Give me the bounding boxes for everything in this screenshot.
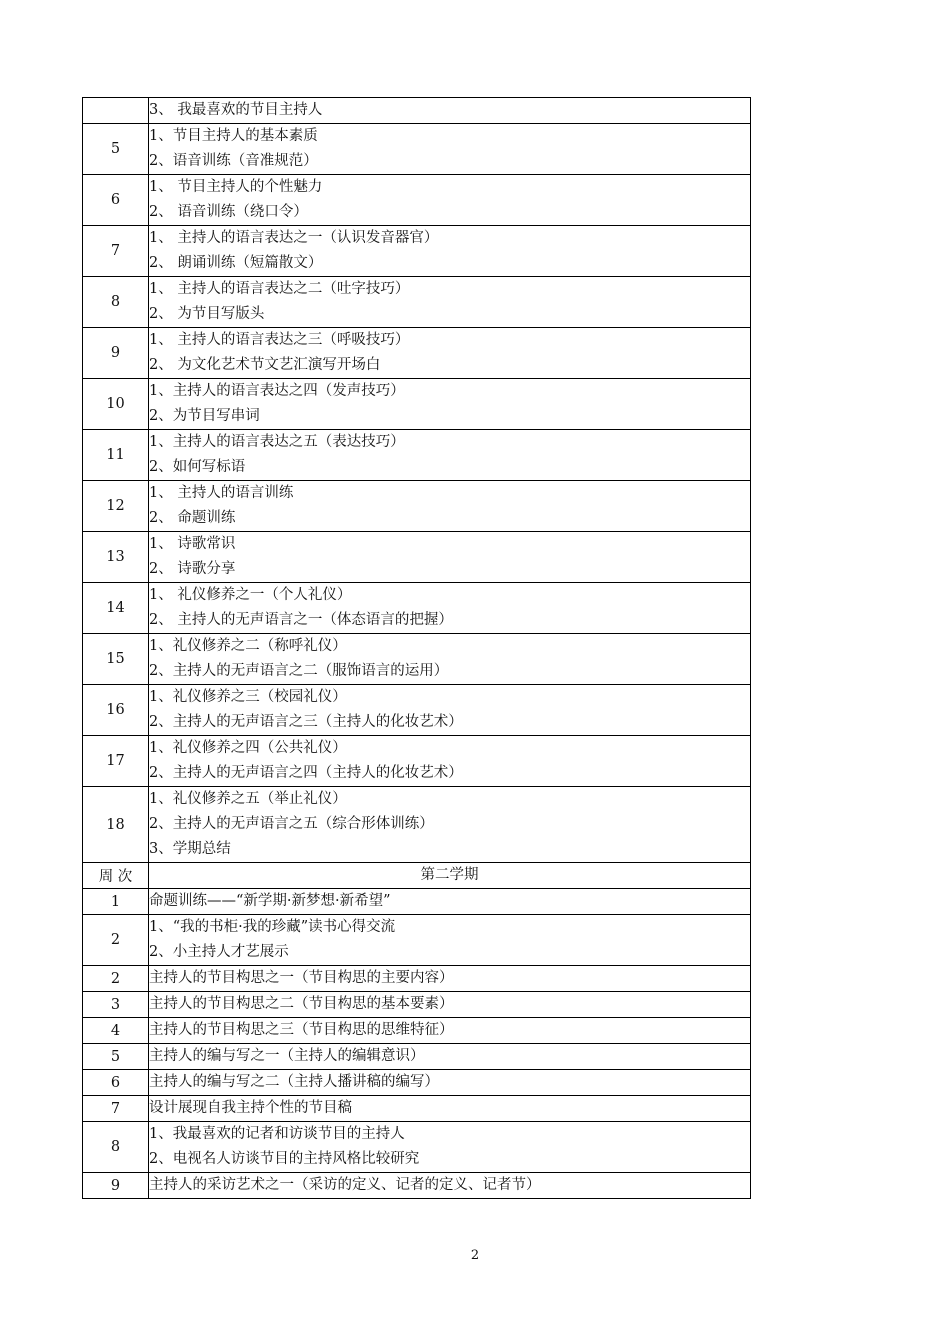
table-row xyxy=(83,1070,751,1096)
week-cell: 5 xyxy=(83,124,149,175)
content-cell xyxy=(149,379,751,430)
content-cell xyxy=(149,1173,751,1199)
content-cell xyxy=(149,226,751,277)
content-cell xyxy=(149,736,751,787)
content-line: 2、如何写标语 xyxy=(149,459,246,475)
week-cell: 2 xyxy=(83,966,149,992)
content-line: 1、主持人的语言表达之四（发声技巧） xyxy=(149,383,405,399)
content-line: 设计展现自我主持个性的节目稿 xyxy=(149,1100,352,1116)
content-line: 1、 主持人的语言训练 xyxy=(149,485,294,501)
content-cell xyxy=(149,328,751,379)
content-line: 3、学期总结 xyxy=(149,841,231,857)
week-cell: 2 xyxy=(83,915,149,966)
content-line: 命题训练——“新学期·新梦想·新希望” xyxy=(149,893,391,909)
content-cell xyxy=(149,532,751,583)
week-cell: 16 xyxy=(83,685,149,736)
content-cell xyxy=(149,1122,751,1173)
content-cell xyxy=(149,889,751,915)
table-row xyxy=(83,634,751,685)
header-row xyxy=(83,863,751,889)
content-line: 2、 语音训练（绕口令） xyxy=(149,204,308,220)
content-line: 主持人的节目构思之一（节目构思的主要内容） xyxy=(149,970,454,986)
content-line: 2、 命题训练 xyxy=(149,510,236,526)
week-cell: 8 xyxy=(83,1122,149,1173)
content-line: 主持人的编与写之二（主持人播讲稿的编写） xyxy=(149,1074,439,1090)
content-line: 主持人的采访艺术之一（采访的定义、记者的定义、记者节） xyxy=(149,1177,541,1193)
content-line: 2、电视名人访谈节目的主持风格比较研究 xyxy=(149,1151,420,1167)
content-line: 1、节目主持人的基本素质 xyxy=(149,128,318,144)
content-line: 2、小主持人才艺展示 xyxy=(149,944,289,960)
table-row xyxy=(83,583,751,634)
page-number: 2 xyxy=(470,1248,480,1263)
content-line: 主持人的节目构思之二（节目构思的基本要素） xyxy=(149,996,454,1012)
content-line: 2、 诗歌分享 xyxy=(149,561,236,577)
week-cell: 3 xyxy=(83,992,149,1018)
week-cell: 9 xyxy=(83,328,149,379)
table-row xyxy=(83,98,751,124)
table-row xyxy=(83,736,751,787)
second-term-header xyxy=(83,863,751,889)
content-line: 2、为节目写串词 xyxy=(149,408,260,424)
table-row xyxy=(83,328,751,379)
content-cell xyxy=(149,1018,751,1044)
week-cell: 5 xyxy=(83,1044,149,1070)
week-cell: 10 xyxy=(83,379,149,430)
week-cell: 14 xyxy=(83,583,149,634)
week-cell: 6 xyxy=(83,175,149,226)
week-cell: 6 xyxy=(83,1070,149,1096)
table-row xyxy=(83,787,751,863)
content-cell xyxy=(149,175,751,226)
first-term-rows xyxy=(83,98,751,863)
week-cell: 7 xyxy=(83,1096,149,1122)
table-row xyxy=(83,1018,751,1044)
table-row xyxy=(83,1122,751,1173)
content-line: 1、 诗歌常识 xyxy=(149,536,236,552)
second-term-rows xyxy=(83,889,751,1199)
content-line: 2、 为节目写版头 xyxy=(149,306,265,322)
table-row xyxy=(83,1173,751,1199)
second-term-header-cell: 第二学期 xyxy=(149,863,751,889)
content-line: 2、语音训练（音准规范） xyxy=(149,153,318,169)
content-line: 1、我最喜欢的记者和访谈节目的主持人 xyxy=(149,1126,405,1142)
week-cell: 11 xyxy=(83,430,149,481)
content-line: 2、 朗诵训练（短篇散文） xyxy=(149,255,323,271)
content-line: 2、主持人的无声语言之三（主持人的化妆艺术） xyxy=(149,714,463,730)
week-cell: 15 xyxy=(83,634,149,685)
content-cell xyxy=(149,787,751,863)
table-row xyxy=(83,379,751,430)
schedule-table xyxy=(82,97,751,1199)
content-line: 2、 为文化艺术节文艺汇演写开场白 xyxy=(149,357,381,373)
table-row xyxy=(83,175,751,226)
content-line: 1、 礼仪修养之一（个人礼仪） xyxy=(149,587,352,603)
content-line: 1、“我的书柜·我的珍藏”读书心得交流 xyxy=(149,919,396,935)
content-line: 1、礼仪修养之五（举止礼仪） xyxy=(149,791,347,807)
content-cell xyxy=(149,1096,751,1122)
content-line: 2、 主持人的无声语言之一（体态语言的把握） xyxy=(149,612,453,628)
content-cell xyxy=(149,124,751,175)
content-line: 2、主持人的无声语言之五（综合形体训练） xyxy=(149,816,434,832)
table-row xyxy=(83,277,751,328)
content-cell xyxy=(149,1070,751,1096)
content-cell xyxy=(149,430,751,481)
table-row xyxy=(83,226,751,277)
table-row xyxy=(83,889,751,915)
content-cell xyxy=(149,685,751,736)
content-line: 1、 主持人的语言表达之三（呼吸技巧） xyxy=(149,332,410,348)
table-row xyxy=(83,1044,751,1070)
content-line: 1、 主持人的语言表达之二（吐字技巧） xyxy=(149,281,410,297)
content-line: 1、礼仪修养之三（校园礼仪） xyxy=(149,689,347,705)
table-row xyxy=(83,532,751,583)
content-cell xyxy=(149,98,751,124)
week-cell: 18 xyxy=(83,787,149,863)
content-cell xyxy=(149,481,751,532)
table-row xyxy=(83,1096,751,1122)
table-row xyxy=(83,966,751,992)
content-line: 1、礼仪修养之四（公共礼仪） xyxy=(149,740,347,756)
content-cell xyxy=(149,1044,751,1070)
table-row xyxy=(83,124,751,175)
week-cell: 9 xyxy=(83,1173,149,1199)
content-cell xyxy=(149,634,751,685)
content-line: 1、主持人的语言表达之五（表达技巧） xyxy=(149,434,405,450)
content-line: 2、主持人的无声语言之二（服饰语言的运用） xyxy=(149,663,449,679)
content-line: 3、 我最喜欢的节目主持人 xyxy=(149,102,323,118)
content-line: 1、 节目主持人的个性魅力 xyxy=(149,179,323,195)
table-row xyxy=(83,481,751,532)
content-cell xyxy=(149,583,751,634)
week-cell: 8 xyxy=(83,277,149,328)
week-cell: 12 xyxy=(83,481,149,532)
content-cell xyxy=(149,915,751,966)
content-line: 1、礼仪修养之二（称呼礼仪） xyxy=(149,638,347,654)
table-row xyxy=(83,915,751,966)
week-cell: 17 xyxy=(83,736,149,787)
table-row xyxy=(83,430,751,481)
week-column-header: 周 次 xyxy=(83,863,149,889)
week-cell: 4 xyxy=(83,1018,149,1044)
content-cell xyxy=(149,277,751,328)
content-cell xyxy=(149,992,751,1018)
table-row xyxy=(83,685,751,736)
week-cell: 7 xyxy=(83,226,149,277)
content-line: 主持人的节目构思之三（节目构思的思维特征） xyxy=(149,1022,454,1038)
week-cell xyxy=(83,98,149,124)
content-line: 2、主持人的无声语言之四（主持人的化妆艺术） xyxy=(149,765,463,781)
week-cell: 13 xyxy=(83,532,149,583)
content-line: 主持人的编与写之一（主持人的编辑意识） xyxy=(149,1048,425,1064)
week-cell: 1 xyxy=(83,889,149,915)
table-row xyxy=(83,992,751,1018)
content-line: 1、 主持人的语言表达之一（认识发音器官） xyxy=(149,230,439,246)
content-cell xyxy=(149,966,751,992)
